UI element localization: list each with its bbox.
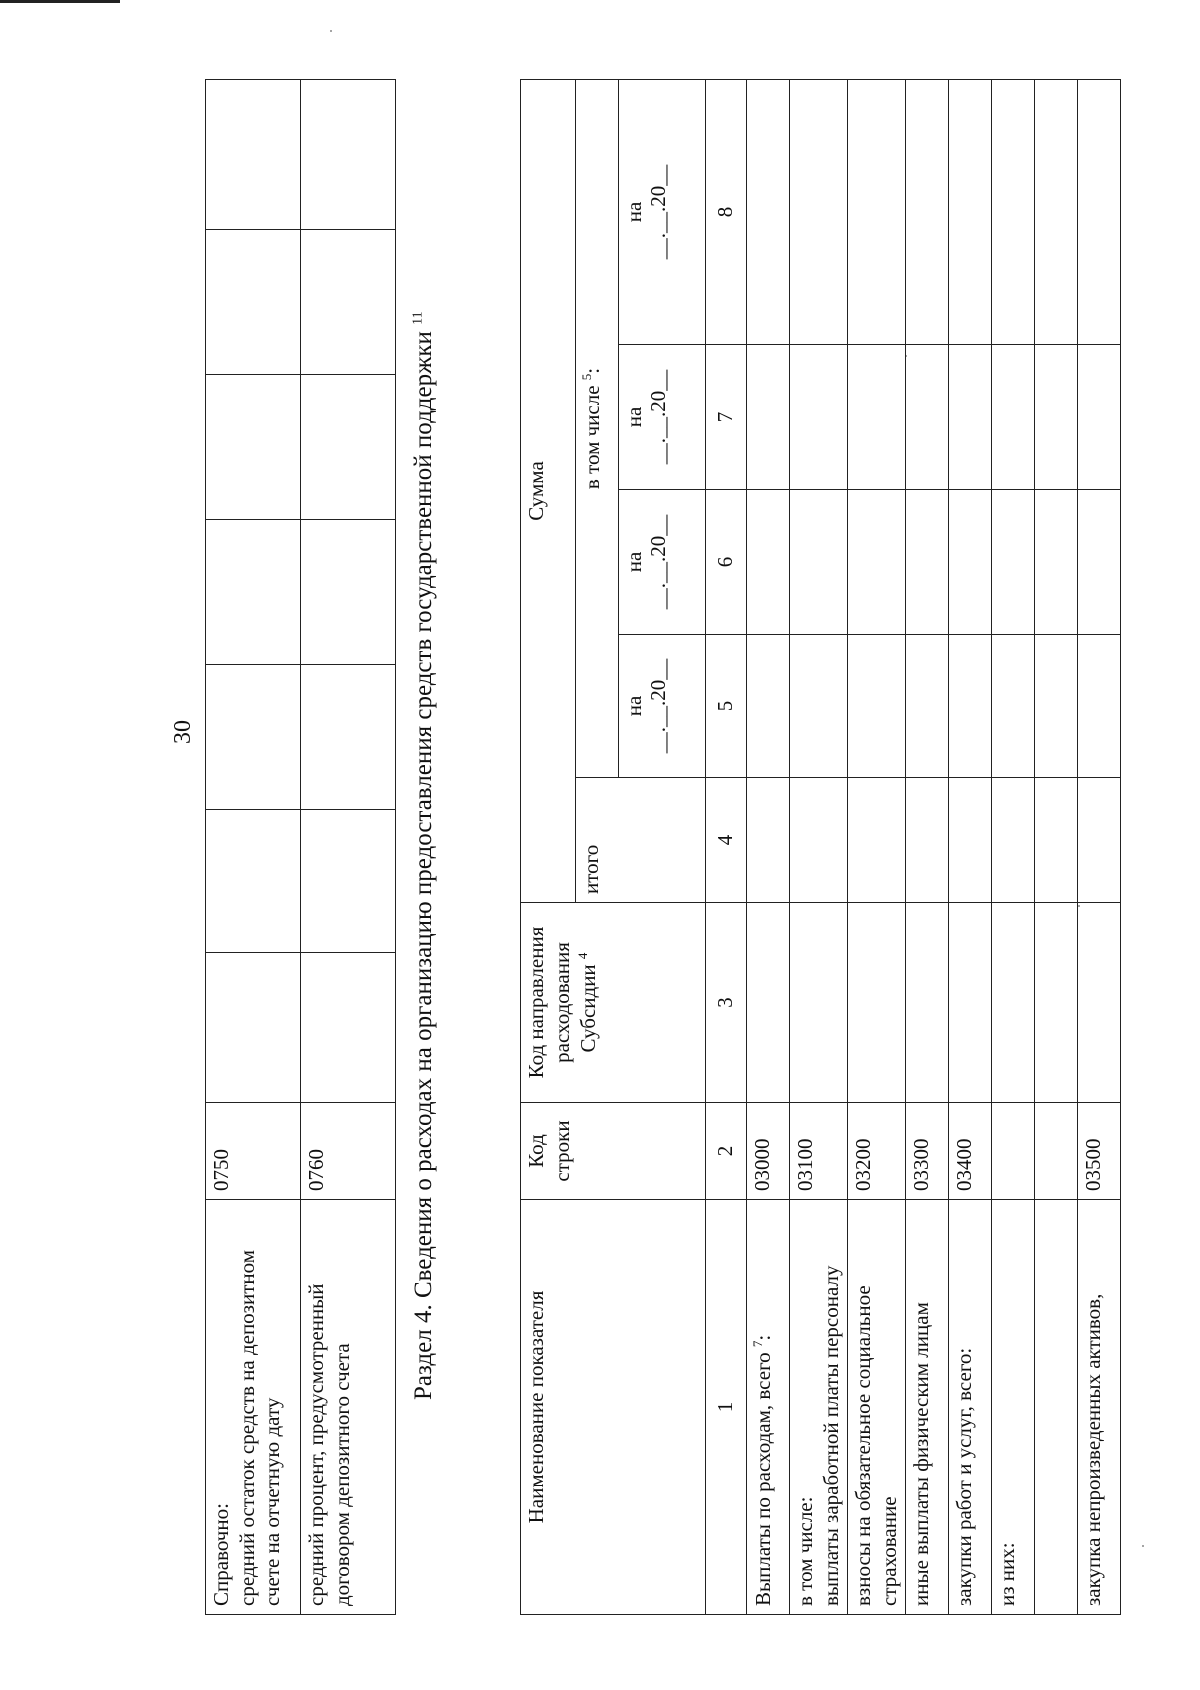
header-indicator-name: Наименование показателя [521,1200,706,1615]
value-cell[interactable] [848,79,906,344]
table-row [848,79,906,1614]
value-cell[interactable] [992,79,1035,344]
column-number: 2 [706,1103,747,1200]
value-cell[interactable] [906,635,949,778]
value-cell[interactable] [949,903,992,1103]
value-cell[interactable] [790,778,848,903]
line-code: 03100 [790,1103,848,1200]
header-total: итого [576,778,706,903]
value-cell[interactable] [1035,903,1078,1103]
reference-row [301,80,396,1615]
value-cell[interactable] [790,903,848,1103]
line-code: 03200 [848,1103,906,1200]
value-cell[interactable] [848,490,906,635]
reference-cell[interactable] [206,810,301,953]
value-cell[interactable] [992,903,1035,1103]
header-date-column: на __.__.20__ [619,79,706,344]
value-cell[interactable] [790,490,848,635]
indicator-name: из них: [992,1200,1035,1615]
header-line-code: Код строки [521,1103,706,1200]
reference-cell[interactable] [206,80,301,230]
column-number: 7 [706,345,747,490]
column-number: 3 [706,903,747,1103]
value-cell[interactable] [848,903,906,1103]
indicator-name: взносы на обязательное социальное страхование [848,1200,906,1615]
value-cell[interactable] [949,79,992,344]
reference-label-0760: средний процент, предусмотренный договором депозитного счета [301,1200,396,1615]
header-date-column: на __.__.20__ [619,345,706,490]
reference-cell[interactable] [206,520,301,665]
value-cell[interactable] [747,79,790,344]
indicator-name: закупка непроизведенных активов, [1078,1200,1121,1615]
indicator-name: иные выплаты физическим лицам [906,1200,949,1615]
table-row [949,79,992,1614]
column-number: 5 [706,635,747,778]
column-number: 1 [706,1200,747,1615]
table-row [1078,79,1121,1614]
value-cell[interactable] [1078,345,1121,490]
column-number: 6 [706,490,747,635]
column-number-row [706,79,747,1614]
header-row [521,79,576,1614]
reference-cell[interactable] [301,230,396,375]
line-code: 03000 [747,1103,790,1200]
indicator-name: Выплаты по расходам, всего $^7$: [747,1200,790,1615]
header-direction-code: Код направления расходования Субсидии $^4$ [521,903,706,1103]
value-cell[interactable] [992,490,1035,635]
value-cell[interactable] [992,345,1035,490]
reference-cell[interactable] [301,80,396,230]
line-code: 03400 [949,1103,992,1200]
value-cell[interactable] [949,490,992,635]
value-cell[interactable] [1035,635,1078,778]
header-date-column: на __.__.20__ [619,490,706,635]
table-row [747,79,790,1614]
value-cell[interactable] [906,903,949,1103]
value-cell[interactable] [790,635,848,778]
value-cell[interactable] [906,345,949,490]
reference-cell[interactable] [206,953,301,1103]
reference-cell[interactable] [301,953,396,1103]
value-cell[interactable] [949,635,992,778]
value-cell[interactable] [790,79,848,344]
page-number: 30 [170,720,196,744]
value-cell[interactable] [848,345,906,490]
value-cell[interactable] [747,490,790,635]
reference-row [206,80,301,1615]
value-cell[interactable] [747,778,790,903]
value-cell[interactable] [848,635,906,778]
value-cell[interactable] [1035,345,1078,490]
line-code: 03300 [906,1103,949,1200]
reference-cell[interactable] [206,230,301,375]
value-cell[interactable] [992,778,1035,903]
table-row [1035,79,1078,1614]
value-cell[interactable] [848,778,906,903]
reference-cell[interactable] [301,810,396,953]
reference-code-0760: 0760 [301,1103,396,1200]
indicator-name: в том числе: выплаты заработной платы персоналу [790,1200,848,1615]
reference-cell[interactable] [301,375,396,520]
reference-cell[interactable] [206,665,301,810]
reference-label-0750: Справочно: средний остаток средств на депозитном счете на отчетную дату [206,1200,301,1615]
value-cell[interactable] [949,778,992,903]
indicator-name: закупки работ и услуг, всего: [949,1200,992,1615]
column-number: 8 [706,79,747,344]
value-cell[interactable] [906,778,949,903]
header-date-column: на __.__.20__ [619,635,706,778]
table-row [992,79,1035,1614]
value-cell[interactable] [747,635,790,778]
value-cell[interactable] [747,903,790,1103]
value-cell[interactable] [1035,79,1078,344]
value-cell[interactable] [1078,79,1121,344]
value-cell[interactable] [949,345,992,490]
value-cell[interactable] [906,490,949,635]
indicator-name [1035,1200,1078,1615]
value-cell[interactable] [1035,490,1078,635]
value-cell[interactable] [992,635,1035,778]
header-including: в том числе $^5$: [576,79,619,777]
header-sum: Сумма [521,79,576,902]
expenses-table [520,79,1121,1615]
reference-code-0750: 0750 [206,1103,301,1200]
value-cell[interactable] [747,345,790,490]
line-code [1035,1103,1078,1200]
value-cell[interactable] [1078,903,1121,1103]
value-cell[interactable] [1078,490,1121,635]
value-cell[interactable] [1035,778,1078,903]
section-title: Раздел 4. Сведения о расходах на организацию предоставления средств государственной поддержки $^{11}$ [410,311,437,1400]
reference-cell[interactable] [301,520,396,665]
column-number: 4 [706,778,747,903]
reference-cell[interactable] [301,665,396,810]
value-cell[interactable] [1078,778,1121,903]
table-row [906,79,949,1614]
line-code [992,1103,1035,1200]
value-cell[interactable] [790,345,848,490]
value-cell[interactable] [906,79,949,344]
reference-table [205,79,396,1615]
table-row [790,79,848,1614]
line-code: 03500 [1078,1103,1121,1200]
reference-cell[interactable] [206,375,301,520]
value-cell[interactable] [1078,635,1121,778]
